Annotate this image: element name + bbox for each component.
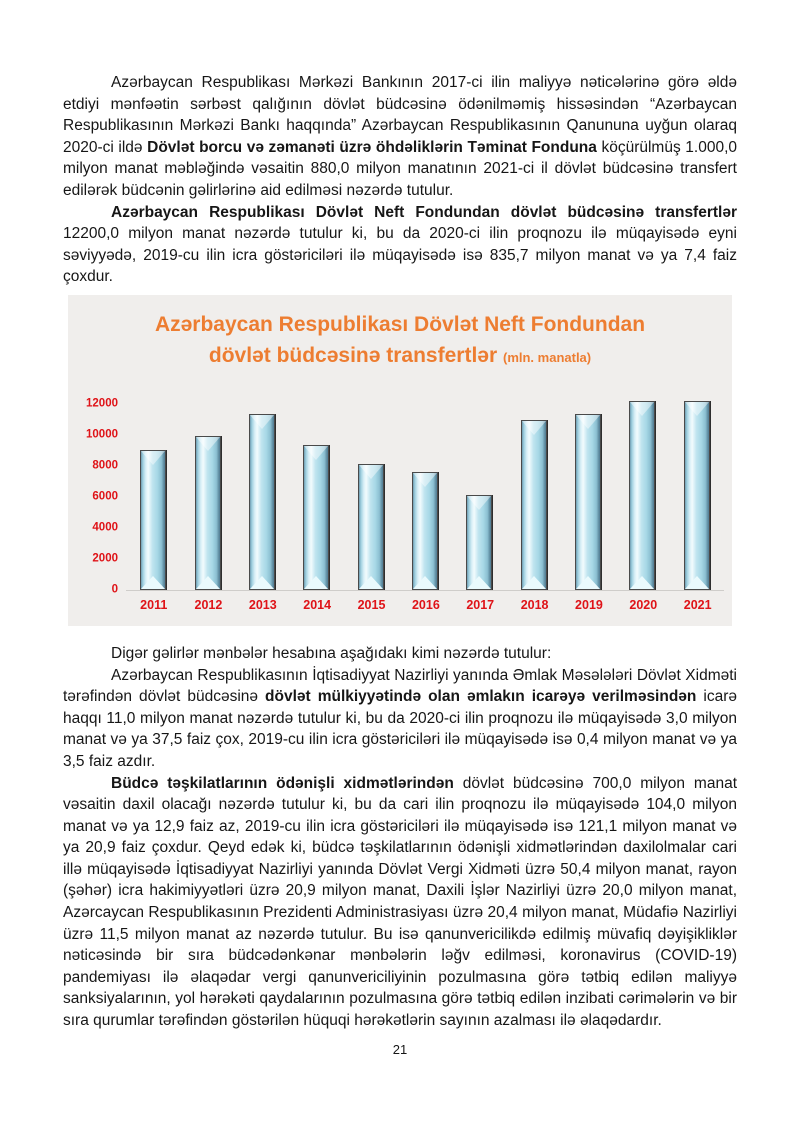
x-tick-label: 2017: [466, 597, 495, 612]
x-tick-label: 2019: [575, 597, 603, 612]
page-number: 21: [392, 1042, 408, 1057]
x-tick-label: 2016: [411, 597, 440, 612]
paragraph: [63, 643, 737, 665]
y-tick-label: 4000: [92, 521, 118, 534]
paragraph-segment: Azərbaycan Respublikası Mərkəzi Bankının 2017-ci ilin maliyyə nəticələrinə görə əldə etdiyi mənfəətin sərbəst qalığının dövlət büdcəsinə ödənilməmiş hissəsindən “Azərbaycan Respublikasının Mərkəzi Bankı haqqında” Azərbaycan Respublikasının Qanununa uyğun olaraq 2020-ci ildə: [63, 74, 737, 156]
x-tick-label: 2015: [357, 597, 386, 612]
chart-title-line2: dövlət büdcəsinə transfertlər: [208, 343, 503, 367]
paragraph: [63, 72, 737, 202]
bar-2014: [303, 445, 329, 590]
y-tick-label: 0: [111, 583, 118, 596]
paragraph: [63, 773, 737, 1032]
chart-title: [98, 295, 702, 373]
x-tick-label: 2021: [683, 597, 712, 612]
x-tick-label: 2011: [140, 597, 168, 612]
intro-paragraphs: [63, 72, 737, 288]
paragraph: [63, 202, 737, 288]
bar-2016: [412, 472, 438, 590]
paragraph-bold-segment: Azərbaycan Respublikası Dövlət Neft Fondundan dövlət büdcəsinə transfertlər: [111, 203, 737, 221]
paragraph-bold-segment: dövlət mülkiyyətində olan əmlakın icarəyə verilməsindən: [265, 688, 697, 706]
bar-2019: [575, 414, 601, 590]
paragraph-segment: Azərbaycan Respublikasının İqtisadiyyat Nazirliyi yanında Əmlak Məsələləri Dövlət Xidməti tərəfindən dövlət büdcəsinə: [63, 666, 737, 706]
chart-unit-label: (mln. manatla): [502, 349, 592, 365]
paragraph-segment: icarə haqqı 11,0 milyon manat nəzərdə tutulur ki, bu da 2020-ci ilin proqnozu ilə müqayisədə 3,0 milyon manat və ya 37,5 faiz çox, 2019-cu ilin icra göstəriciləri ilə müqayisədə isə 0,4 milyon manat və ya 3,5 faiz azdır.: [63, 688, 738, 770]
y-axis: [68, 390, 126, 596]
y-tick-label: 12000: [86, 397, 118, 410]
bar-2017: [466, 495, 492, 590]
body-paragraphs: [63, 643, 737, 1032]
chart-plot-area: [68, 390, 732, 596]
y-tick-label: 10000: [86, 428, 118, 441]
bar-2013: [249, 414, 275, 590]
bar-2015: [358, 464, 384, 590]
paragraph-segment: dövlət büdcəsinə 700,0 milyon manat vəsaitin daxil olacağı nəzərdə tutulur ki, bu da cari ilin proqnozu ilə müqayisədə 104,0 milyon manat və ya 12,9 faiz az, 2019-cu ilin icra göstəriciləri ilə müqayisədə isə 121,1 milyon manat və ya 20,9 faiz çoxdur. Qeyd edək ki, büdcə təşkilatlarının ödənişli xidmətlərindən daxilolmalar cari illə müqayisədə İqtisadiyyat Nazirliyi yanında Dövlət Vergi Xidməti üzrə 50,4 milyon manat, rayon (şəhər) icra hakimiyyətləri üzrə 20,9 milyon manat, Daxili İşlər Nazirliyi üzrə 20,0 milyon manat, Azərcaycan Respublikasının Prezidenti Administrasiyası üzrə 20,4 milyon manat, Müdafiə Nazirliyi üzrə 11,5 milyon manat az nəzərdə tutulur. Bu isə qanunvericilikdə edilmiş müvafiq dəyişikliklər nəticəsində bir sıra büdcədənkənar mənbələrin ləğv edilməsi, koronavirus (COVID-19) pandemiyası ilə əlaqədar vergi qanunvericiliyinin pozulmasına görə tətbiq edilən maliyyə sanksiyalarının, yol hərəkəti qaydalarının pozulmasına görə tətbiq edilən inzibati cərimələrin və bir sıra qurumlar tərəfindən göstərilən hüquqi hərəkətlərin sayının azalması ilə əlaqədardır.: [63, 774, 737, 1030]
paragraph-segment: Digər gəlirlər mənbələr hesabına aşağıdakı kimi nəzərdə tutulur:: [111, 644, 552, 662]
bar-2020: [629, 401, 655, 590]
paragraph-bold-segment: Dövlət borcu və zəmanəti üzrə öhdəliklərin Təminat Fonduna: [147, 138, 597, 156]
y-tick-label: 2000: [92, 552, 118, 565]
x-axis-labels: [126, 591, 732, 626]
bar-2011: [140, 450, 166, 590]
x-tick-label: 2020: [629, 597, 658, 612]
x-tick-label: 2013: [248, 597, 277, 612]
y-tick-label: 6000: [92, 490, 118, 503]
paragraph-bold-segment: Büdcə təşkilatlarının ödənişli xidmətlərindən: [111, 774, 454, 792]
y-tick-label: 8000: [92, 459, 118, 472]
document-body: [63, 72, 737, 1032]
x-tick-label: 2012: [194, 597, 223, 612]
bar-2012: [195, 436, 221, 590]
x-tick-label: 2014: [303, 597, 332, 612]
paragraph-segment: köçürülmüş 1.000,0 milyon manat məbləğində vəsaitin 880,0 milyon manatının 2021-ci il dövlət büdcəsinə transfert edilərək büdcənin gəlirlərinə aid edilməsi nəzərdə tutulur.: [63, 138, 738, 199]
bar-2021: [684, 401, 710, 590]
x-tick-label: 2018: [520, 597, 549, 612]
bar-2018: [521, 420, 547, 590]
chart-title-line1: Azərbaycan Respublikası Dövlət Neft Fondundan: [154, 312, 646, 336]
paragraph-segment: 12200,0 milyon manat nəzərdə tutulur ki, bu da 2020-ci ilin proqnozu ilə müqayisədə eyni səviyyədə, 2019-cu ilin icra göstəriciləri ilə müqayisədə isə 835,7 milyon manat və ya 7,4 faiz çoxdur.: [63, 225, 737, 286]
paragraph: [63, 665, 737, 773]
bar-chart-panel: [68, 295, 732, 626]
bar-series: [126, 390, 724, 591]
